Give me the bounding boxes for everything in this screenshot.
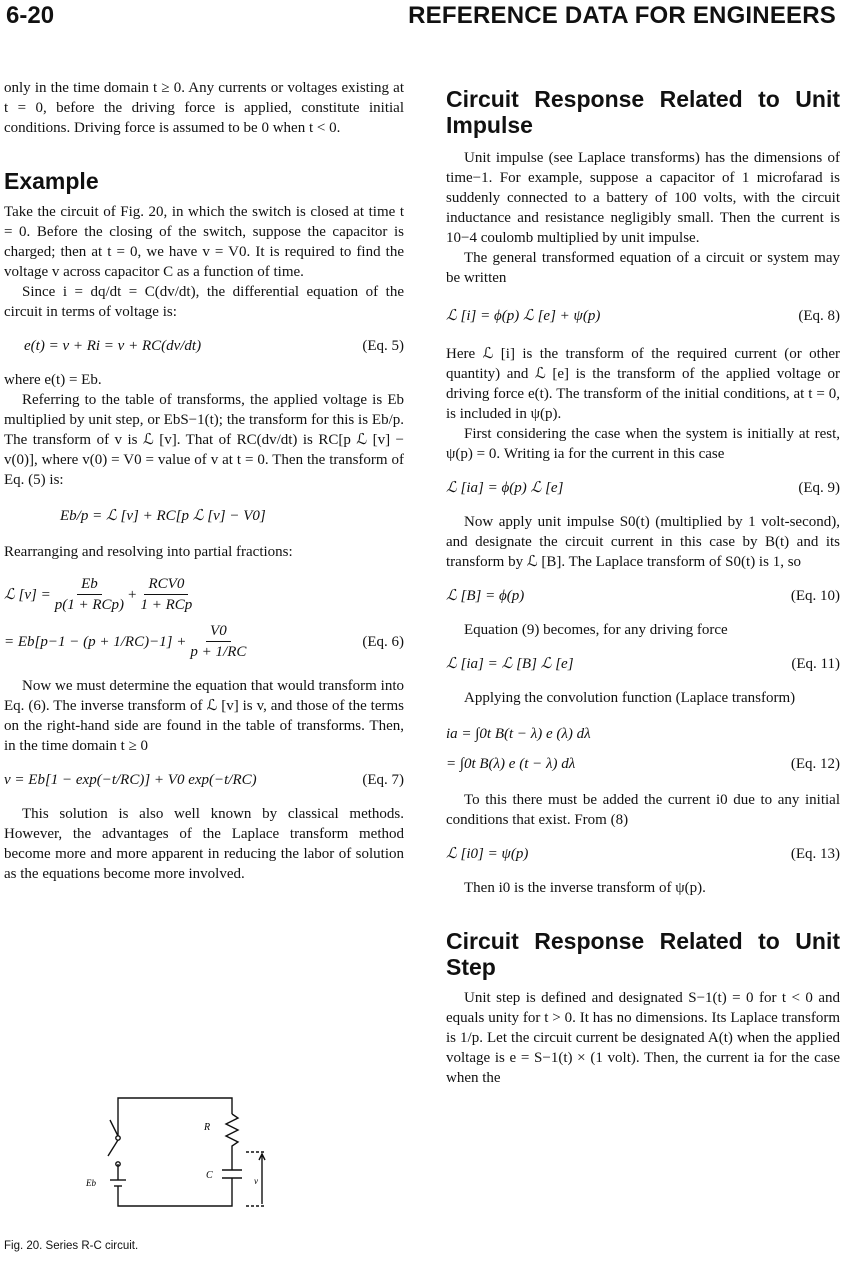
equation-7 — [4, 770, 404, 790]
page-number: 6-20 — [6, 2, 55, 29]
paragraph: Then i0 is the inverse transform of ψ(p). — [464, 880, 706, 896]
equation-body: ℒ [i] = ϕ(p) ℒ [e] + ψ(p) — [446, 308, 601, 324]
equation-12a — [446, 724, 840, 744]
equation-body: v = Eb[1 − exp(−t/RC)] + V0 exp(−t/RC) — [4, 772, 257, 788]
equation-5 — [24, 336, 404, 356]
denominator: p + 1/RC — [190, 644, 247, 660]
numerator: V0 — [206, 621, 231, 642]
equation-body: ia = ∫0t B(t − λ) e (λ) dλ — [446, 726, 591, 742]
equation-9 — [446, 478, 840, 498]
fraction — [141, 574, 193, 615]
equation-body: ℒ [B] = ϕ(p) — [446, 588, 525, 604]
label-eb: Eb — [86, 1178, 96, 1188]
label-v: v — [254, 1176, 258, 1186]
equation-body: = ∫0t B(λ) e (t − λ) dλ — [446, 756, 576, 772]
equation-11 — [446, 654, 840, 674]
equation-number: (Eq. 8) — [798, 308, 840, 324]
equation-body: Eb/p = ℒ [v] + RC[p ℒ [v] − V0] — [60, 508, 266, 524]
denominator: 1 + RCp — [140, 597, 193, 613]
paragraph: Here ℒ [i] is the transform of the required current (or other quantity) and ℒ [e] is the transform of the applied voltage or driving force e(t). The transform of the initial conditions, at t = 0, is included in ψ(p). — [446, 346, 840, 422]
figure-20-circuit — [70, 1090, 300, 1235]
running-header: REFERENCE DATA FOR ENGINEERS — [408, 2, 836, 29]
equation-number: (Eq. 9) — [798, 480, 840, 496]
paragraph: Unit impulse (see Laplace transforms) has the dimensions of time−1. For example, suppose a capacitor of 1 microfarad is suddenly connected to a battery of 100 volts, with the circuit inductance and resistance negligibly small. Then the current is 10−4 coulomb multiplied by unit impulse. — [446, 150, 840, 246]
paragraph: This solution is also well known by classical methods. However, the advantages of the Laplace transform method become more and more apparent in reducing the labor of solution as the equations become more involved. — [4, 806, 404, 882]
heading-unit-step: Circuit Response Related to Unit Step — [446, 928, 840, 980]
equation-13 — [446, 844, 840, 864]
equation-body: = Eb[p−1 − (p + 1/RC)−1] + — [4, 633, 187, 650]
equation-12 — [446, 754, 840, 774]
paragraph: Take the circuit of Fig. 20, in which the switch is closed at time t = 0. Before the closing of the switch, suppose the capacitor is charged; then at t = 0, we have v = V0. It is required to find the voltage v across capacitor C as a function of time. — [4, 204, 404, 280]
label-r: R — [204, 1122, 211, 1133]
equation-number: (Eq. 6) — [362, 633, 404, 650]
equation-partial-fractions: ℒ [v] = $\frac{Eb}{\text{p(1 + RCp)}}$ + $\frac{\text{RCV0}}{\text{1 + RCp}}$ — [4, 576, 193, 613]
equation-transform — [60, 506, 404, 526]
heading-unit-impulse: Circuit Response Related to Unit Impulse — [446, 86, 840, 138]
equation-8 — [446, 306, 840, 326]
paragraph: Rearranging and resolving into partial fractions: — [4, 544, 293, 560]
equation-number: (Eq. 11) — [791, 656, 840, 672]
label-c: C — [206, 1170, 213, 1181]
paragraph: The general transformed equation of a circuit or system may be written — [446, 250, 840, 286]
numerator: RCV0 — [144, 574, 188, 595]
paragraph: First considering the case when the system is initially at rest, ψ(p) = 0. Writing ia for the current in this case — [446, 426, 840, 462]
paragraph: Now apply unit impulse S0(t) (multiplied by 1 volt-second), and designate the circuit current in this case by B(t) and its transform by ℒ [B]. The Laplace transform of S0(t) is 1, so — [446, 514, 840, 570]
equation-number: (Eq. 7) — [362, 772, 404, 788]
denominator: p(1 + RCp) — [54, 597, 125, 613]
paragraph: Referring to the table of transforms, the applied voltage is Eb multiplied by unit step, or EbS−1(t); the transform for this is Eb/p. The transform of v is ℒ [v]. That of RC(dv/dt) is RC[p ℒ [v] − v(0)], where v(0) = V0 = value of v at t = 0. Then the transform of Eq. (5) is: — [4, 392, 404, 488]
equation-body: e(t) = v + Ri = v + RC(dv/dt) — [24, 338, 202, 354]
equation-number: (Eq. 5) — [362, 338, 404, 354]
equation-10 — [446, 586, 840, 606]
equation-number: (Eq. 12) — [790, 756, 840, 772]
equation-lhs: ℒ [v] = — [4, 586, 51, 603]
numerator: Eb — [77, 574, 102, 595]
fraction — [55, 574, 124, 615]
paragraph: Since i = dq/dt = C(dv/dt), the differential equation of the circuit in terms of voltage is: — [4, 284, 404, 320]
equation-body: ℒ [ia] = ϕ(p) ℒ [e] — [446, 480, 564, 496]
figure-caption: Fig. 20. Series R-C circuit. — [4, 1240, 139, 1252]
paragraph: Applying the convolution function (Laplace transform) — [464, 690, 796, 706]
paragraph: Now we must determine the equation that would transform into Eq. (6). The inverse transform of ℒ [v] is v, and those of the terms on the right-hand side are found in the table of transforms. Then, in the time domain t ≥ 0 — [4, 678, 404, 754]
paragraph: To this there must be added the current i0 due to any initial conditions that exist. From (8) — [446, 792, 840, 828]
left-column — [4, 78, 404, 884]
paragraph: Unit step is defined and designated S−1(t) = 0 for t < 0 and equals unity for t > 0. It has no dimensions. Its Laplace transform is 1/p. Let the circuit current be designated A(t) when the applied voltage is e = S−1(t) × (1 volt). Then, the current ia for the case when the — [446, 990, 840, 1086]
equation-body: ℒ [ia] = ℒ [B] ℒ [e] — [446, 656, 574, 672]
equation-number: (Eq. 10) — [790, 588, 840, 604]
equation-6 — [4, 621, 404, 662]
equation-number: (Eq. 13) — [790, 846, 840, 862]
paragraph: Equation (9) becomes, for any driving force — [464, 622, 728, 638]
fraction — [190, 621, 246, 662]
heading-example: Example — [4, 168, 99, 194]
equation-body: ℒ [i0] = ψ(p) — [446, 846, 529, 862]
right-column — [446, 86, 840, 1088]
paragraph: only in the time domain t ≥ 0. Any currents or voltages existing at t = 0, before the driving force is applied, constitute initial conditions. Driving force is assumed to be 0 when t < 0. — [4, 80, 404, 136]
paragraph: where e(t) = Eb. — [4, 372, 102, 388]
